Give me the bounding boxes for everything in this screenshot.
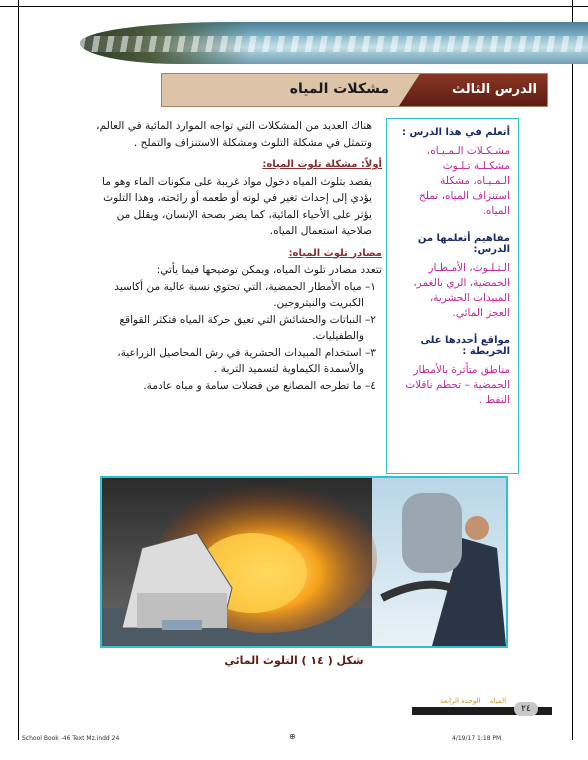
- lesson-title-bar: [161, 73, 548, 107]
- footer-subject-label: المياه: [490, 697, 507, 705]
- heading-water-pollution: أولاً: مشكلة تلوث المياه:: [262, 159, 382, 170]
- crop-mark-top: [0, 6, 588, 7]
- learn-body: مشـكـلات الـمـيـاه، مشكـلـة تـلـوث الـمـيـاه، مشكلة استنزاف المياه، تملح المياه.: [418, 145, 510, 217]
- crop-mark-left: [18, 0, 19, 740]
- pollution-illustration: [102, 478, 506, 646]
- footer-unit-label: الوحدة الرابعة: [440, 697, 481, 705]
- map-heading: مواقع أحددها على الخريطة :: [420, 335, 510, 357]
- page-number: ٢٤: [514, 702, 538, 716]
- water-pollution-photo: [100, 476, 508, 648]
- pollution-definition: يقصد بتلوث المياه دخول مواد غريبة على مكونات الماء وهو ما يؤدي إلى إحداث تغير في لونه أو طعمه أو رائحته، وهذا التلوث يؤثر على الأحياء المائية، كما يضر بصحة الإنسان، ويقلل من صلاحية استعمال المياه.: [102, 175, 372, 237]
- sources-intro: تتعدد مصادر تلوث المياه، ويمكن توضيحها فيما يأتي:: [156, 264, 382, 276]
- page-title: مشكلات المياه: [289, 81, 389, 97]
- lesson-objectives-box: [386, 118, 519, 474]
- crop-mark-right: [572, 0, 573, 740]
- map-body: مناطق متأثرة بالأمطار الحمضية – تحطم ناقلات النفط .: [405, 364, 510, 406]
- print-slug-right: 4/19/17 1:18 PM: [452, 735, 502, 742]
- list-item: ٤– ما تطرحه المصانع من فضلات سامة و مياه عادمة.: [143, 379, 376, 392]
- concepts-body: الـتـلـوث، الأمـطـار الحمضية، الري بالغمر، المبيدات الحشرية، العجز المائي.: [413, 262, 510, 319]
- learn-heading: أتعلم في هذا الدرس :: [402, 127, 510, 138]
- registration-mark-icon: ⊕: [289, 732, 296, 741]
- list-item: ١– مياه الأمطار الحمضية، التي تحتوي نسبة عالية من أكاسيد الكبريت والنيتروجين.: [114, 280, 376, 309]
- figure-caption: شكل ( ١٤ ) التلوث المائي: [224, 654, 364, 667]
- water-banner-image: [80, 22, 588, 64]
- concepts-heading: مفاهيم أتعلمها من الدرس:: [417, 233, 510, 255]
- lesson-label: الدرس الثالث: [452, 82, 537, 97]
- heading-pollution-sources: مصادر تلوث المياه:: [288, 247, 382, 259]
- main-text: [96, 118, 382, 394]
- print-slug-left: School Book -46 Text Mz.indd 24: [22, 735, 120, 742]
- list-item: ٢– النباتات والحشائش التي تعيق حركة المياه فتكثر القواقع والطفيليات.: [119, 313, 376, 342]
- list-item: ٣– استخدام المبيدات الحشرية في رش المحاصيل الزراعية، والأسمدة الكيماوية لتسميد التربة .: [117, 346, 376, 375]
- intro-paragraph: هناك العديد من المشكلات التي تواجه الموارد المائية في العالم، وتتمثل في مشكلة التلوث ومشكلة الاستنزاف والتملح .: [96, 120, 372, 149]
